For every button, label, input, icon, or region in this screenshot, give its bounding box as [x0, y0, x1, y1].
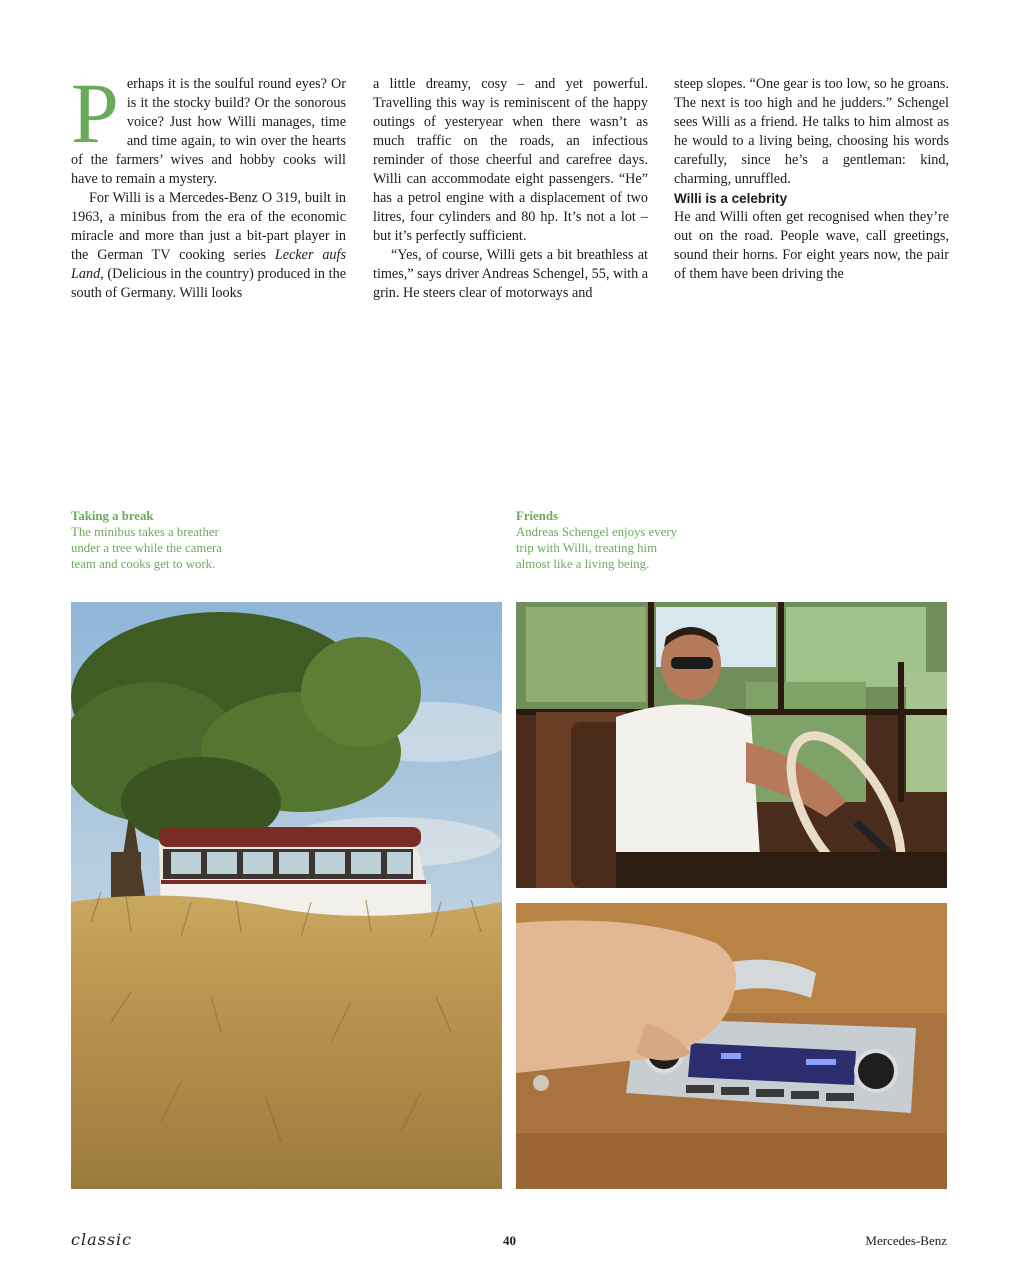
photo-driver-at-wheel: [516, 602, 947, 888]
caption-title: Taking a break: [71, 509, 154, 523]
article-column-2: [373, 75, 648, 303]
photo-caption-driver: [516, 508, 686, 572]
subheading: Willi is a celebrity: [674, 191, 788, 206]
caption-text: Andreas Schengel enjoys every trip with Willi, treating him almost like a living being.: [516, 525, 677, 571]
caption-text: The minibus takes a breather under a tree while the camera team and cooks get to work.: [71, 525, 222, 571]
publication-name: Mercedes-Benz: [865, 1233, 947, 1248]
paragraph-text: erhaps it is the soulful round eyes? Or is it the stocky build? Or the sonorous voice? Just how Willi manages, time and time again, to win over the hearts of the farmers’ wives and hobby cooks will have to remain a mystery.: [71, 76, 346, 187]
paragraph: a little dreamy, cosy – and yet powerful. Travelling this way is reminiscent of the happy outings of yesteryear when there wasn’t as much traffic on the roads, an infectious reminder of those cheerful and carefree days. Willi can accommodate eight passengers. “He” has a petrol engine with a displacement of two litres, four cylinders and 80 hp. It’s not a lot – but it’s perfectly sufficient.: [373, 76, 648, 244]
paragraph: [71, 65, 346, 189]
magazine-logo-classic: classic: [71, 1230, 133, 1249]
caption-title: Friends: [516, 509, 558, 523]
paragraph: He and Willi often get recognised when they’re out on the road. People wave, call greetings, sound their horns. For eight years now, the pair of them have been driving the: [674, 209, 949, 282]
photo-becker-radio: [516, 903, 947, 1189]
page-number: 40: [503, 1233, 516, 1248]
article-column-1: [71, 65, 346, 303]
paragraph: “Yes, of course, Willi gets a bit breathless at times,” says driver Andreas Schengel, 55, with a grin. He steers clear of motorways and: [373, 247, 649, 301]
paragraph-text: For Willi is a Mercedes-Benz O 319, built in 1963, a minibus from the era of the economic miracle and more than just a bit-part player in the German TV cooking series: [71, 190, 346, 263]
paragraph: [71, 189, 346, 303]
show-title: Lecker aufs Land: [71, 247, 346, 282]
paragraph-text: , (Delicious in the country) produced in the south of Germany. Willi looks: [71, 266, 346, 301]
article-column-3: [674, 75, 949, 284]
photo-bus-under-tree: [71, 602, 502, 1189]
photo-caption-bus: [71, 508, 241, 572]
drop-cap: P: [71, 65, 119, 161]
paragraph: steep slopes. “One gear is too low, so he groans. The next is too high and he judders.” Schengel sees Willi as a friend. He talks to him almost as he would to a living being, choosing his words carefully, since he’s a gentleman: kind, charming, unruffled.: [674, 76, 949, 187]
